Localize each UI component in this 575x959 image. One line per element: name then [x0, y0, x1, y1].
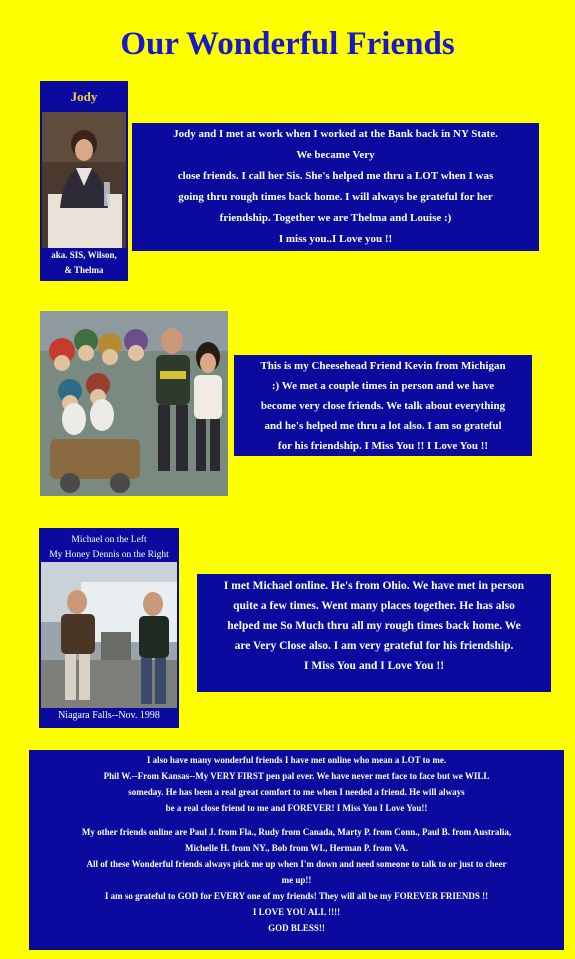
jody-photo-card: [40, 81, 128, 281]
jody-text-line: friendship. Together we are Thelma and Louise :): [219, 212, 452, 224]
kevin-text-line: :) We met a couple times in person and we have: [271, 380, 495, 392]
kevin-text-line: This is my Cheesehead Friend Kevin from Michigan: [260, 360, 506, 372]
michael-photo: [41, 562, 177, 708]
jody-photo: [42, 112, 126, 248]
kevin-text-line: become very close friends. We talk about everything: [260, 400, 506, 412]
paragraph-gap: [29, 816, 564, 824]
kevin-description: [234, 355, 532, 456]
others-text-line: me up!!: [281, 875, 312, 885]
page-title: Our Wonderful Friends: [120, 26, 455, 62]
michael-text-line: helped me So Much thru all my rough times back home. We: [227, 620, 521, 632]
other-friends-description: [29, 750, 564, 950]
jody-text-line: close friends. I call her Sis. She's helped me thru a LOT when I was: [177, 170, 494, 182]
jody-description: [132, 123, 539, 251]
michael-photo-caption: Niagara Falls--Nov. 1998: [58, 710, 160, 721]
michael-caption-line: My Honey Dennis on the Right: [49, 550, 169, 560]
michael-text-line: I met Michael online. He's from Ohio. We have met in person: [223, 580, 525, 592]
michael-description: [197, 574, 551, 692]
others-text-line: GOD BLESS!!: [268, 923, 325, 933]
others-text-line: Michelle H. from NY., Bob from WI., Herman P. from VA.: [184, 843, 409, 853]
others-text-line: My other friends online are Paul J. from Fla., Rudy from Canada, Marty P. from Conn., Paul B. from Australia,: [81, 827, 512, 837]
michael-photo-top-caption: [39, 533, 179, 563]
kevin-text-line: and he's helped me thru a lot also. I am so grateful: [264, 420, 502, 432]
others-text-line: I am so grateful to GOD for EVERY one of my friends! They will all be my FOREVER FRIENDS !!: [104, 891, 489, 901]
jody-caption: [40, 248, 128, 278]
jody-name-label: Jody: [70, 89, 98, 104]
michael-photo-card: [39, 528, 179, 728]
jody-text-line: going thru rough times back home. I will always be grateful for her: [178, 191, 493, 203]
others-text-line: someday. He has been a real great comfort to me when I needed a friend. He will always: [128, 787, 465, 797]
others-text-line: Phil W.--From Kansas--My VERY FIRST pen pal ever. We have never met face to face but we WILL: [103, 771, 490, 781]
jody-text-line: Jody and I met at work when I worked at the Bank back in NY State.: [173, 128, 498, 140]
others-text-line: I LOVE YOU ALL !!!!: [252, 907, 341, 917]
michael-text-line: are Very Close also. I am very grateful for his friendship.: [234, 640, 514, 652]
kevin-text-line: for his friendship. I Miss You !! I Love You !!: [277, 440, 489, 452]
others-text-line: be a real close friend to me and FOREVER! I Miss You I Love You!!: [165, 803, 428, 813]
jody-caption-line: & Thelma: [64, 265, 104, 275]
kevin-photo: [40, 311, 228, 496]
others-text-line: I also have many wonderful friends I have met online who mean a LOT to me.: [146, 755, 447, 765]
others-text-line: All of these Wonderful friends always pick me up when I'm down and need someone to talk to or just to cheer: [86, 859, 507, 869]
michael-text-line: quite a few times. Went many places together. He has also: [233, 600, 515, 612]
michael-caption-line: Michael on the Left: [71, 535, 147, 545]
michael-text-line: I Miss You and I Love You !!: [303, 660, 445, 672]
jody-caption-line: aka. SIS, Wilson,: [51, 250, 117, 260]
jody-text-line: We became Very: [296, 149, 375, 161]
jody-text-line: I miss you..I Love you !!: [278, 233, 393, 245]
